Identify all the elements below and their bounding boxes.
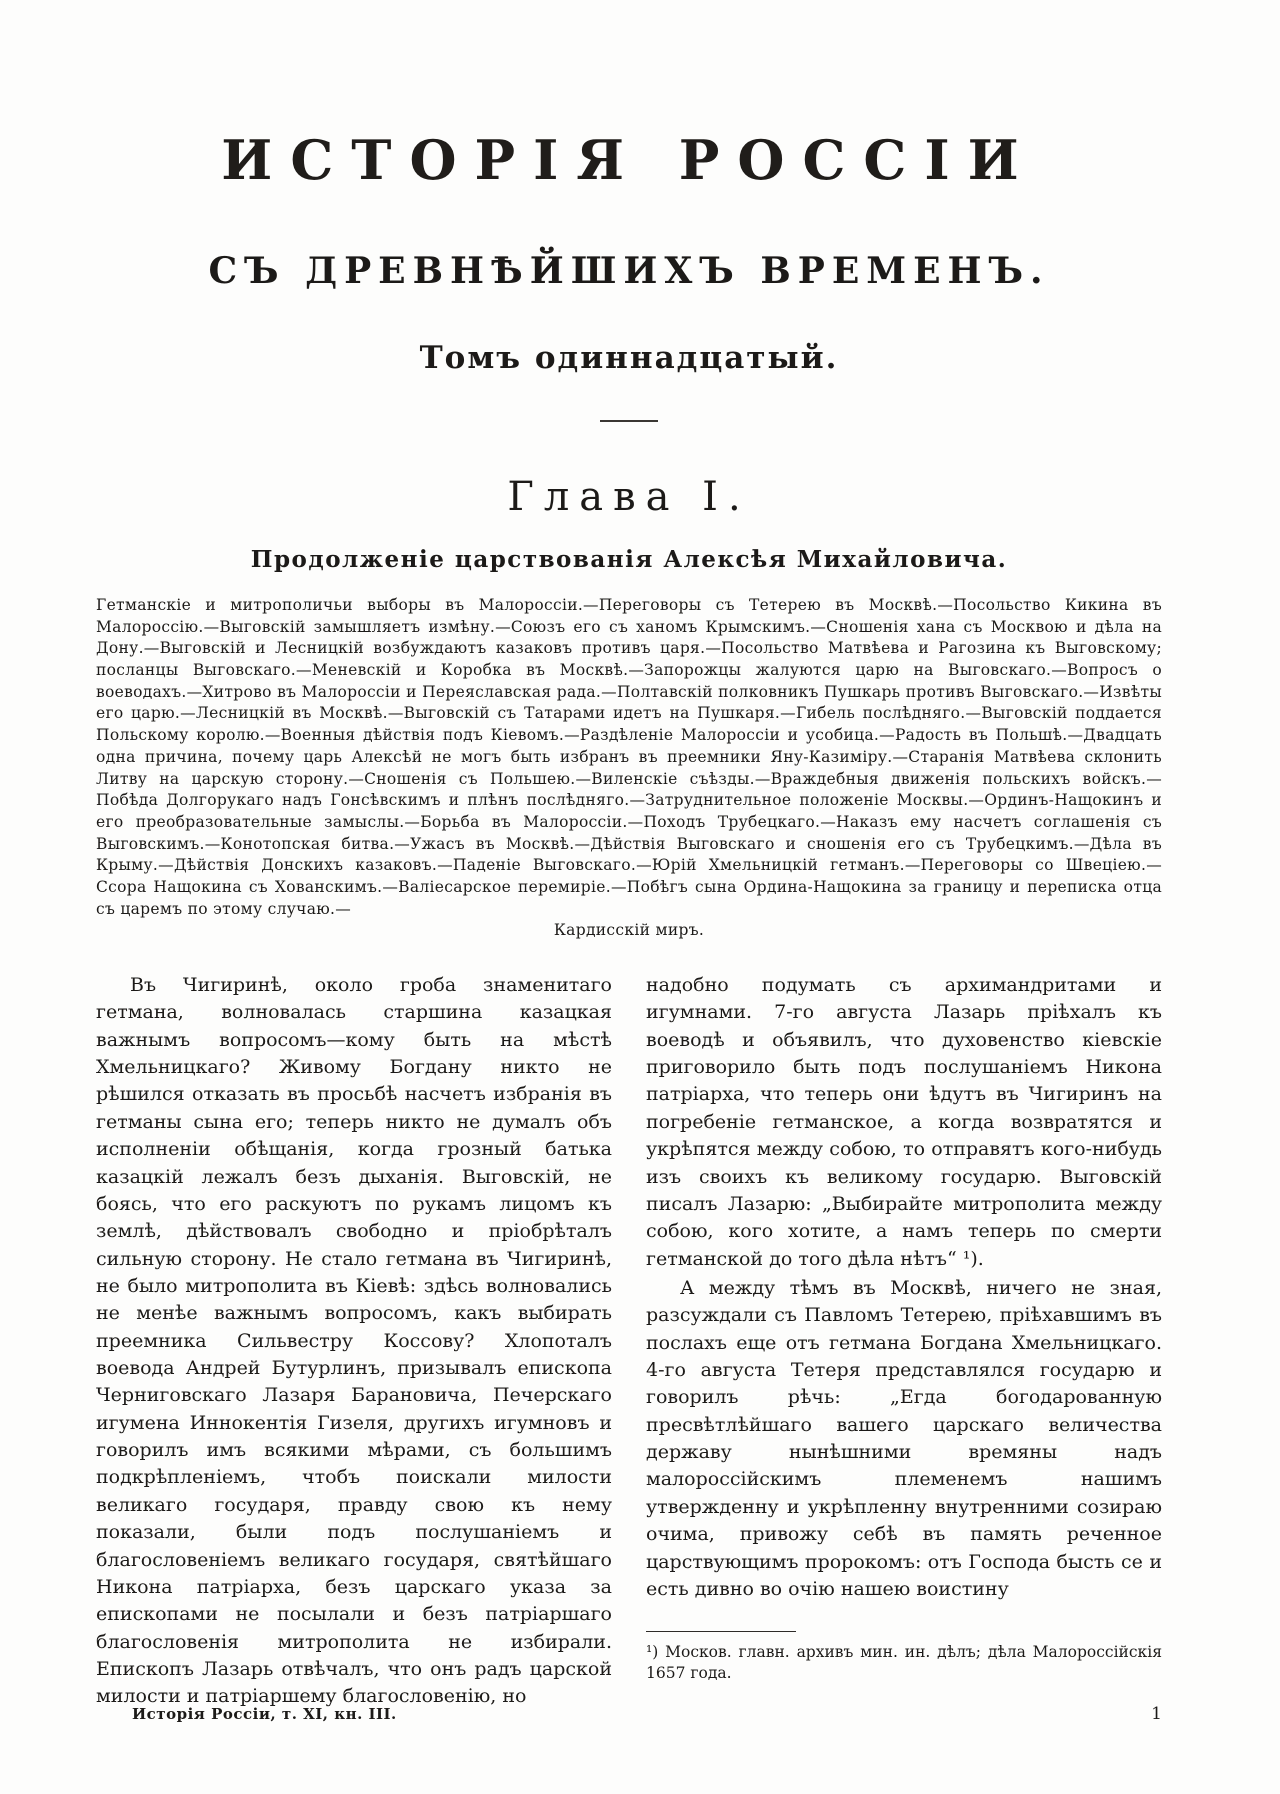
- body-columns: [96, 972, 1162, 1713]
- footnote-rule: [646, 1631, 796, 1632]
- title-divider: [600, 420, 658, 422]
- right-column-paragraph: А между тѣмъ въ Москвѣ, ничего не зная, разсуждали съ Павломъ Тетерею, пріѣхавшимъ въ послахъ еще отъ гетмана Богдана Хмельницкаго. 4-го августа Тетеря представлялся государю и говорилъ рѣчь: „Егда богодарованную пресвѣтлѣйшаго вашего царскаго величества державу нынѣшними времяны надъ малороссійскимъ племенемъ нашимъ утвержденну и укрѣпленну внутренними созираю очима, привожу себѣ въ память реченное царствующимъ пророкомъ: отъ Господа бысть се и есть дивно во очію нашею воистину: [646, 1276, 1162, 1600]
- page-footer: [96, 1704, 1162, 1724]
- right-column: [646, 972, 1162, 1713]
- footer-page-number: 1: [1151, 1704, 1162, 1724]
- chapter-summary-text: Гетманскіе и митрополичьи выборы въ Малороссіи.—Переговоры съ Тетерею въ Москвѣ.—Посольство Кикина въ Малороссію.—Выговскій замышляетъ измѣну.—Союзъ его съ ханомъ Крымскимъ.—Сношенія хана съ Москвою и дѣла на Дону.—Выговскій и Лесницкій возбуждаютъ казаковъ противъ царя.—Посольство Матвѣева и Рагозина къ Выговскому; посланцы Выговскаго.—Меневскій и Коробка въ Москвѣ.—Запорожцы жалуются царю на Выговскаго.—Вопросъ о воеводахъ.—Хитрово въ Малороссіи и Переяславская рада.—Полтавскій полковникъ Пушкарь противъ Выговскаго.—Извѣты его царю.—Лесницкій въ Москвѣ.—Выговскій съ Татарами идетъ на Пушкаря.—Гибель послѣдняго.—Выговскій поддается Польскому королю.—Военныя дѣйствія подъ Кіевомъ.—Раздѣленіе Малороссіи и усобица.—Радость въ Польшѣ.—Двадцать одна причина, почему царь Алексѣй не могъ быть избранъ въ преемники Яну-Казиміру.—Старанія Матвѣева склонить Литву на царскую сторону.—Сношенія съ Польшею.—Виленскіе съѣзды.—Враждебныя движенія польскихъ войскъ.—Побѣда Долгорукаго надъ Гонсѣвскимъ и плѣнъ послѣдняго.—Затруднительное положеніе Москвы.—Ординъ-Нащокинъ и его преобразовательные замыслы.—Борьба въ Малороссіи.—Походъ Трубецкаго.—Наказъ ему насчетъ соглашенія съ Выговскимъ.—Конотопская битва.—Ужасъ въ Москвѣ.—Дѣйствія Выговскаго и сношенія его съ Трубецкимъ.—Дѣла въ Крыму.—Дѣйствія Донскихъ казаковъ.—Паденіе Выговскаго.—Юрій Хмельницкій гетманъ.—Переговоры со Швеціею.—Ссора Нащокина съ Хованскимъ.—Валіесарское перемиріе.—Побѣгъ сына Ордина-Нащокина за границу и переписка отца съ царемъ по этому случаю.—: [96, 596, 1162, 918]
- book-title: ИСТОРІЯ РОССІИ: [221, 128, 1037, 192]
- chapter-title: Глава I.: [507, 474, 751, 520]
- footnote-text: ¹) Москов. главн. архивъ мин. ин. дѣлъ; дѣла Малороссійскія 1657 года.: [646, 1643, 1162, 1683]
- volume-title: Томъ одиннадцатый.: [419, 340, 839, 376]
- book-subtitle: СЪ ДРЕВНѢЙШИХЪ ВРЕМЕНЪ.: [208, 250, 1050, 292]
- left-column-paragraph: Въ Чигиринѣ, около гроба знаменитаго гетмана, волновалась старшина казацкая важнымъ вопросомъ—кому быть на мѣстѣ Хмельницкаго? Живому Богдану никто не рѣшился отказать въ просьбѣ насчетъ избранія въ гетманы сына его; теперь никто не думалъ объ исполненіи обѣщанія, когда грозный батька казацкій лежалъ безъ дыханія. Выговскій, не боясь, что его раскуютъ по рукамъ лицомъ къ землѣ, дѣйствовалъ свободно и пріобрѣталъ сильную сторону. Не стало гетмана въ Чигиринѣ, не было митрополита въ Кіевѣ: здѣсь волновались не менѣе важнымъ вопросомъ, какъ выбирать преемника Сильвестру Коссову? Хлопоталъ воевода Андрей Бутурлинъ, призывалъ епископа Черниговскаго Лазаря Барановича, Печерскаго игумена Иннокентія Гизеля, другихъ игумновъ и говорилъ имъ всякими мѣрами, съ большимъ подкрѣпленіемъ, чтобъ поискали милости великаго государя, правду свою къ нему показали, были подъ послушаніемъ и благословеніемъ великаго государя, святѣйшаго Никона патріарха, безъ царскаго указа за епископами не посылали и безъ патріаршаго благословенія митрополита не избирали. Епископъ Лазарь отвѣчалъ, что онъ радъ царской милости и патріаршему благословенію, но: [96, 974, 612, 1708]
- chapter-heading: Продолженіе царствованія Алексѣя Михайловича.: [250, 546, 1008, 573]
- chapter-summary: [96, 595, 1162, 942]
- left-column: [96, 972, 612, 1713]
- right-column-paragraph-continuation: надобно подумать съ архимандритами и игумнами. 7-го августа Лазарь пріѣхалъ къ воеводѣ и объявилъ, что духовенство кіевскіе приговорило быть подъ послушаніемъ Никона патріарха, что теперь они ѣдутъ въ Чигиринъ на погребеніе гетманское, а когда возвратятся и укрѣпятся между собою, то отправятъ кого-нибудь изъ своихъ къ великому государю. Выговскій писалъ Лазарю: „Выбирайте митрополита между собою, кого хотите, а намъ теперь по смерти гетманской до того дѣла нѣтъ“ ¹).: [646, 974, 1162, 1270]
- chapter-summary-tail: Кардисскій миръ.: [553, 921, 705, 940]
- footer-signature: Исторія Россіи, т. XI, кн. III.: [132, 1705, 397, 1723]
- footnote-block: [646, 1631, 1162, 1684]
